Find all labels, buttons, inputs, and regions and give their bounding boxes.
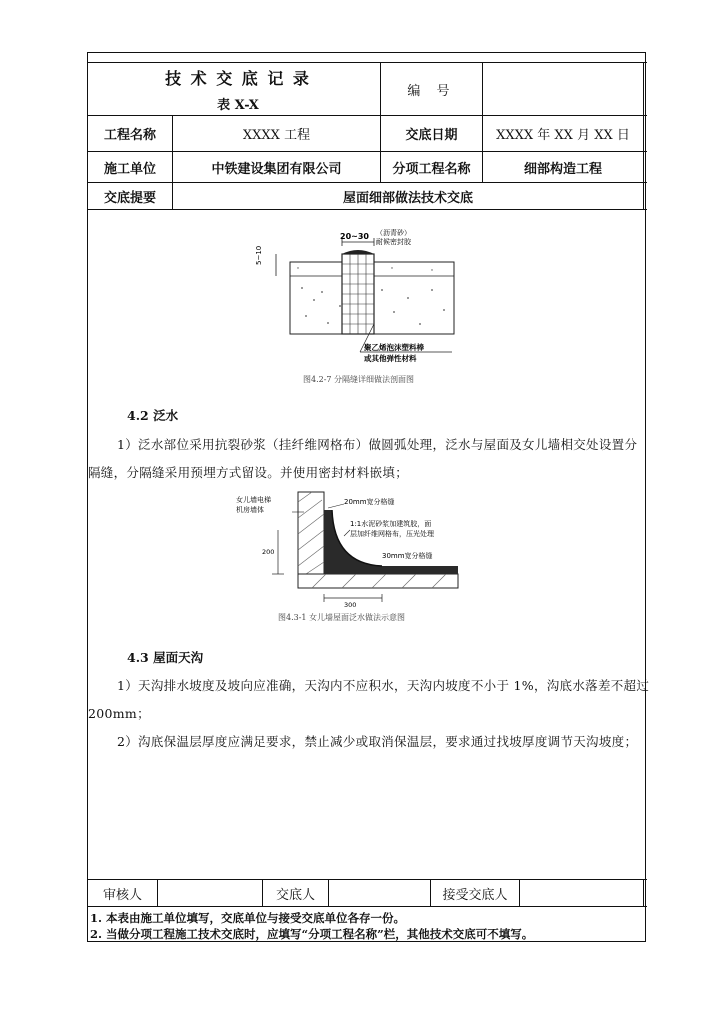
rule: [87, 209, 647, 210]
figure2-caption: 图4.3-1 女儿墙屋面泛水做法示意图: [278, 613, 406, 622]
receiver-field[interactable]: [520, 880, 643, 906]
section-4-3-line1: 1）天沟排水坡度及坡向应准确，天沟内不应积水，天沟内坡度不小于 1%，沟底水落差不超过: [117, 678, 650, 693]
note-1: 1. 本表由施工单位填写，交底单位与接受交底单位各存一份。: [90, 911, 406, 925]
summary-value: 屋面细部做法技术交底: [342, 190, 473, 206]
sub-project-label: 分项工程名称: [392, 161, 471, 177]
dim-width: 300: [344, 601, 357, 609]
unit-value: 中铁建设集团有限公司: [211, 161, 342, 177]
sealant-label-1: （沥青砂）: [376, 229, 411, 237]
number-value: [483, 63, 643, 115]
summary-label: 交底提要: [103, 190, 156, 206]
mortar-label-1: 1:1水泥砂浆加建筑胶，面: [350, 520, 432, 528]
foam-label-2: 或其他弹性材料: [364, 354, 417, 363]
rule: [87, 906, 647, 907]
parapet-flashing-figure: [232, 490, 462, 610]
reviewer-label: 审核人: [102, 887, 142, 903]
wall-label-1: 女儿墙电梯: [236, 496, 271, 504]
sealant-label-2: 耐候密封胶: [376, 238, 411, 246]
rule: [643, 879, 644, 906]
form-number: 表 X-X: [217, 98, 259, 113]
joint-depth-label: 5~10: [255, 245, 263, 265]
joint-width-label: 20~30: [340, 232, 369, 241]
section-4-2-heading: 4.2 泛水: [127, 408, 179, 423]
project-name-value: XXXX 工程: [242, 128, 311, 143]
form-title: 技 术 交 底 记 录: [165, 69, 311, 88]
joint-section-figure: [255, 228, 462, 388]
mortar-label-2: 层加纤维网格布，压光处理: [350, 530, 434, 538]
sub-project-value: 细部构造工程: [523, 161, 602, 177]
rule: [643, 62, 644, 209]
figure1-caption: 图4.2-7 分隔缝详细做法剖面图: [303, 375, 415, 384]
section-4-3-line2: 200mm；: [88, 706, 150, 721]
date-label: 交底日期: [405, 128, 458, 143]
wall-label-2: 机房墙体: [236, 506, 264, 514]
section-4-3-heading: 4.3 屋面天沟: [127, 650, 204, 665]
section-4-2-line2: 隔缝，分隔缝采用预埋方式留设。并使用密封材料嵌填；: [88, 465, 409, 480]
dim-height: 200: [262, 548, 275, 556]
reviewer-field[interactable]: [158, 880, 262, 906]
section-4-2-line1: 1）泛水部位采用抗裂砂浆（挂纤维网格布）做圆弧处理，泛水与屋面及女儿墙相交处设置分: [117, 437, 638, 452]
foam-label-1: 聚乙烯泡沫塑料棒: [364, 343, 424, 352]
project-name-label: 工程名称: [103, 128, 156, 143]
number-label: 编 号: [407, 83, 456, 99]
gap-bottom-label: 30mm宽分格缝: [382, 552, 433, 560]
section-4-3-line3: 2）沟底保温层厚度应满足要求，禁止减少或取消保温层，要求通过找坡厚度调节天沟坡度；: [117, 734, 638, 749]
receiver-label: 接受交底人: [442, 887, 508, 903]
gap-top-label: 20mm宽分格缝: [344, 498, 395, 506]
discloser-label: 交底人: [275, 887, 315, 903]
note-2: 2. 当做分项工程施工技术交底时，应填写“分项工程名称”栏，其他技术交底可不填写。: [90, 927, 534, 941]
discloser-field[interactable]: [329, 880, 430, 906]
unit-label: 施工单位: [103, 161, 156, 177]
date-value: XXXX 年 XX 月 XX 日: [496, 128, 630, 143]
